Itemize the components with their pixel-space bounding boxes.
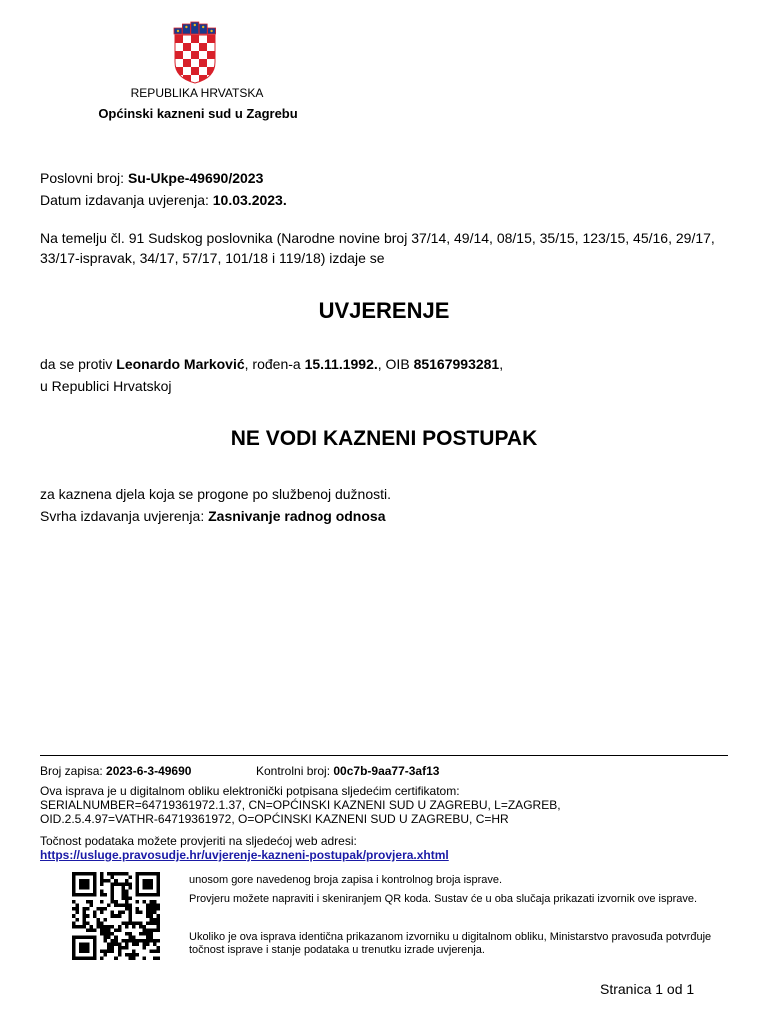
qr-text-3: Ukoliko je ova isprava identična prikazanom izvorniku u digitalnom obliku, Ministarstvo pravosuđa potvrđuje točnost isprave i stanje podataka u trenutku izrade uvjerenja. bbox=[189, 931, 712, 956]
qr-code-icon bbox=[66, 872, 166, 960]
subject-suffix: , bbox=[499, 356, 504, 372]
purpose-value: Zasnivanje radnog odnosa bbox=[208, 508, 386, 524]
subject-oib: 85167993281 bbox=[413, 356, 500, 372]
control-number-label: Kontrolni broj: bbox=[256, 764, 334, 778]
case-number-label: Poslovni broj: bbox=[40, 170, 128, 186]
subject-birthdate: 15.11.1992. bbox=[304, 356, 378, 372]
record-number-value: 2023-6-3-49690 bbox=[106, 764, 192, 778]
record-number bbox=[40, 764, 191, 778]
certificate-info bbox=[40, 784, 730, 826]
page-number: Stranica 1 od 1 bbox=[600, 981, 695, 997]
record-number-label: Broj zapisa: bbox=[40, 764, 107, 778]
court-name: Općinski kazneni sud u Zagrebu bbox=[98, 106, 298, 121]
certificate-line-2: SERIALNUMBER=64719361972.1.37, CN=OPĆINSKI KAZNENI SUD U ZAGREBU, L=ZAGREB, bbox=[40, 798, 561, 812]
certificate-line-1: Ova isprava je u digitalnom obliku elektronički potpisana sljedećim certifikatom: bbox=[40, 784, 460, 798]
subject-country: u Republici Hrvatskoj bbox=[40, 378, 172, 394]
control-number-value: 00c7b-9aa77-3af13 bbox=[333, 764, 440, 778]
statement: NE VODI KAZNENI POSTUPAK bbox=[230, 427, 538, 450]
issue-date-line bbox=[40, 190, 287, 210]
case-number-line bbox=[40, 168, 263, 188]
country-name: REPUBLIKA HRVATSKA bbox=[130, 86, 264, 100]
coat-of-arms-icon bbox=[170, 20, 220, 84]
qr-text-1: unosom gore navedenog broja zapisa i kontrolnog broja isprave. bbox=[189, 874, 503, 886]
issue-date-value: 10.03.2023. bbox=[212, 192, 287, 208]
case-number-value: Su-Ukpe-49690/2023 bbox=[127, 170, 264, 186]
control-number bbox=[256, 764, 439, 778]
subject-line bbox=[40, 354, 503, 374]
footer-divider bbox=[40, 755, 728, 756]
subject-oib-label: , OIB bbox=[377, 356, 414, 372]
subject-name: Leonardo Marković bbox=[116, 356, 245, 372]
subject-prefix: da se protiv bbox=[40, 356, 117, 372]
verify-label: Točnost podataka možete provjeriti na sljedećoj web adresi: bbox=[40, 834, 357, 848]
subject-born-label: , rođen-a bbox=[244, 356, 305, 372]
legal-basis: Na temelju čl. 91 Sudskog poslovnika (Narodne novine broj 37/14, 49/14, 08/15, 35/15, 123/15, 45/16, 29/17, 33/17-ispravak, 34/17, 57/17, 101/18 i 119/18) izdaje se bbox=[40, 230, 715, 266]
verify-link[interactable]: https://usluge.pravosudje.hr/uvjerenje-kazneni-postupak/provjera.xhtml bbox=[40, 848, 449, 862]
scope-text: za kaznena djela koja se progone po službenoj dužnosti. bbox=[40, 486, 392, 502]
qr-text-2: Provjeru možete napraviti i skeniranjem QR koda. Sustav će u oba slučaja prikazati izvornik ove isprave. bbox=[189, 893, 698, 905]
issue-date-label: Datum izdavanja uvjerenja: bbox=[40, 192, 213, 208]
document-title: UVJERENJE bbox=[318, 298, 450, 323]
certificate-line-3: OID.2.5.4.97=VATHR-64719361972, O=OPĆINSKI KAZNENI SUD U ZAGREBU, C=HR bbox=[40, 812, 509, 826]
purpose-label: Svrha izdavanja uvjerenja: bbox=[40, 508, 209, 524]
purpose-line bbox=[40, 506, 385, 526]
